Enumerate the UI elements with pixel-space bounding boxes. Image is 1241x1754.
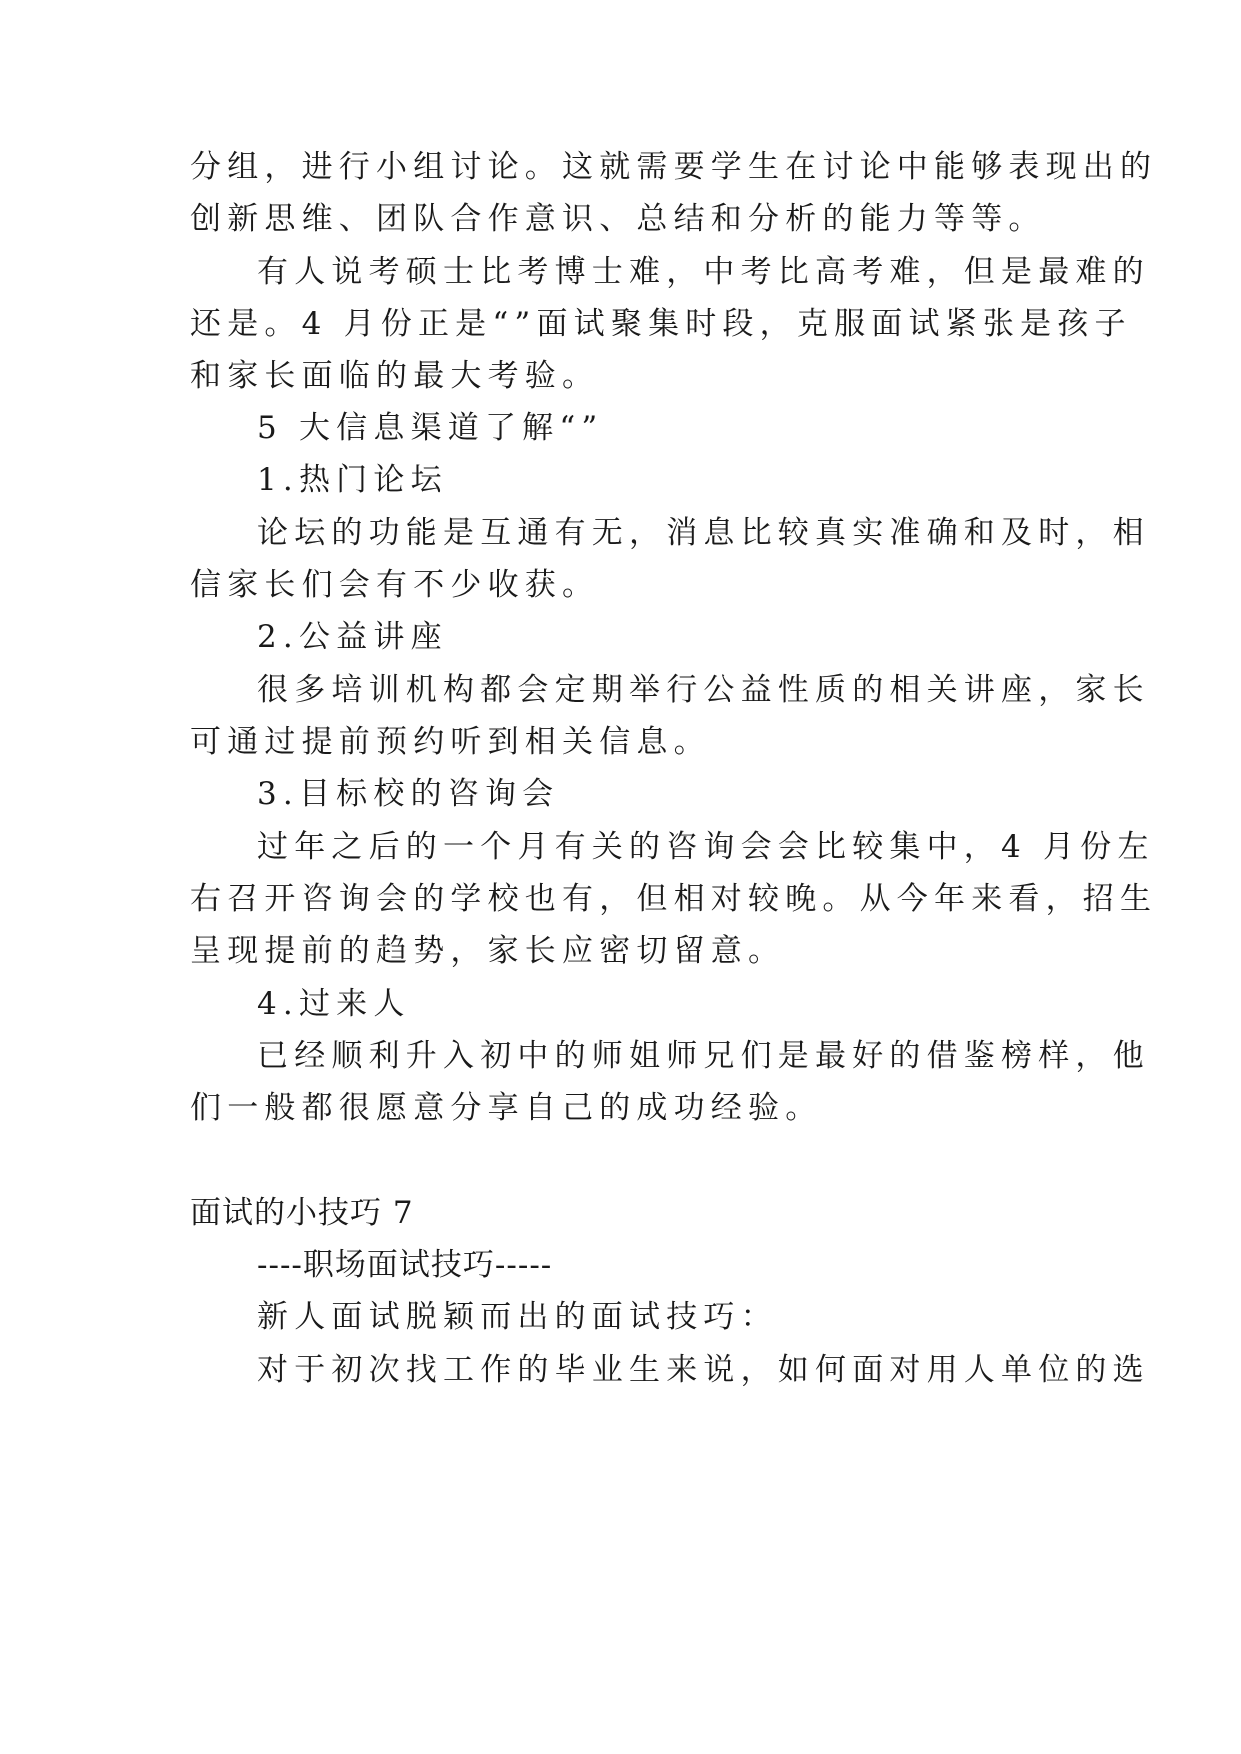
paragraph-line: 们一般都很愿意分享自己的成功经验。 [190,1090,823,1126]
paragraph-line: 右召开咨询会的学校也有，但相对较晚。从今年来看，招生 [190,881,1158,917]
paragraph-line: 新人面试脱颖而出的面试技巧： [257,1299,778,1335]
paragraph-line: 可通过提前预约听到相关信息。 [190,724,711,760]
paragraph-line: 还是。4 月份正是“”面试聚集时段，克服面试紧张是孩子 [190,306,1132,342]
section-title: 面试的小技巧 7 [190,1195,414,1231]
list-heading: 3.目标校的咨询会 [257,776,560,812]
paragraph-line: 已经顺利升入初中的师姐师兄们是最好的借鉴榜样，他 [257,1038,1150,1074]
paragraph-line: 创新思维、团队合作意识、总结和分析的能力等等。 [190,201,1046,237]
list-heading: 4.过来人 [257,986,411,1022]
section-subtitle: ----职场面试技巧----- [257,1247,553,1283]
paragraph-line: 分组，进行小组讨论。这就需要学生在讨论中能够表现出的 [190,149,1158,185]
list-heading: 1.热门论坛 [257,462,448,498]
paragraph-line: 对于初次找工作的毕业生来说，如何面对用人单位的选 [257,1352,1150,1388]
paragraph-line: 信家长们会有不少收获。 [190,567,600,603]
paragraph-line: 和家长面临的最大考验。 [190,358,600,394]
list-heading: 2.公益讲座 [257,619,448,655]
paragraph-line: 很多培训机构都会定期举行公益性质的相关讲座，家长 [257,672,1150,708]
paragraph-line: 论坛的功能是互通有无，消息比较真实准确和及时，相 [257,515,1150,551]
paragraph-line: 有人说考硕士比考博士难，中考比高考难，但是最难的 [257,254,1150,290]
paragraph-line: 过年之后的一个月有关的咨询会会比较集中，4 月份左 [257,829,1155,865]
paragraph-line: 5 大信息渠道了解“” [257,410,604,446]
paragraph-line: 呈现提前的趋势，家长应密切留意。 [190,933,786,969]
